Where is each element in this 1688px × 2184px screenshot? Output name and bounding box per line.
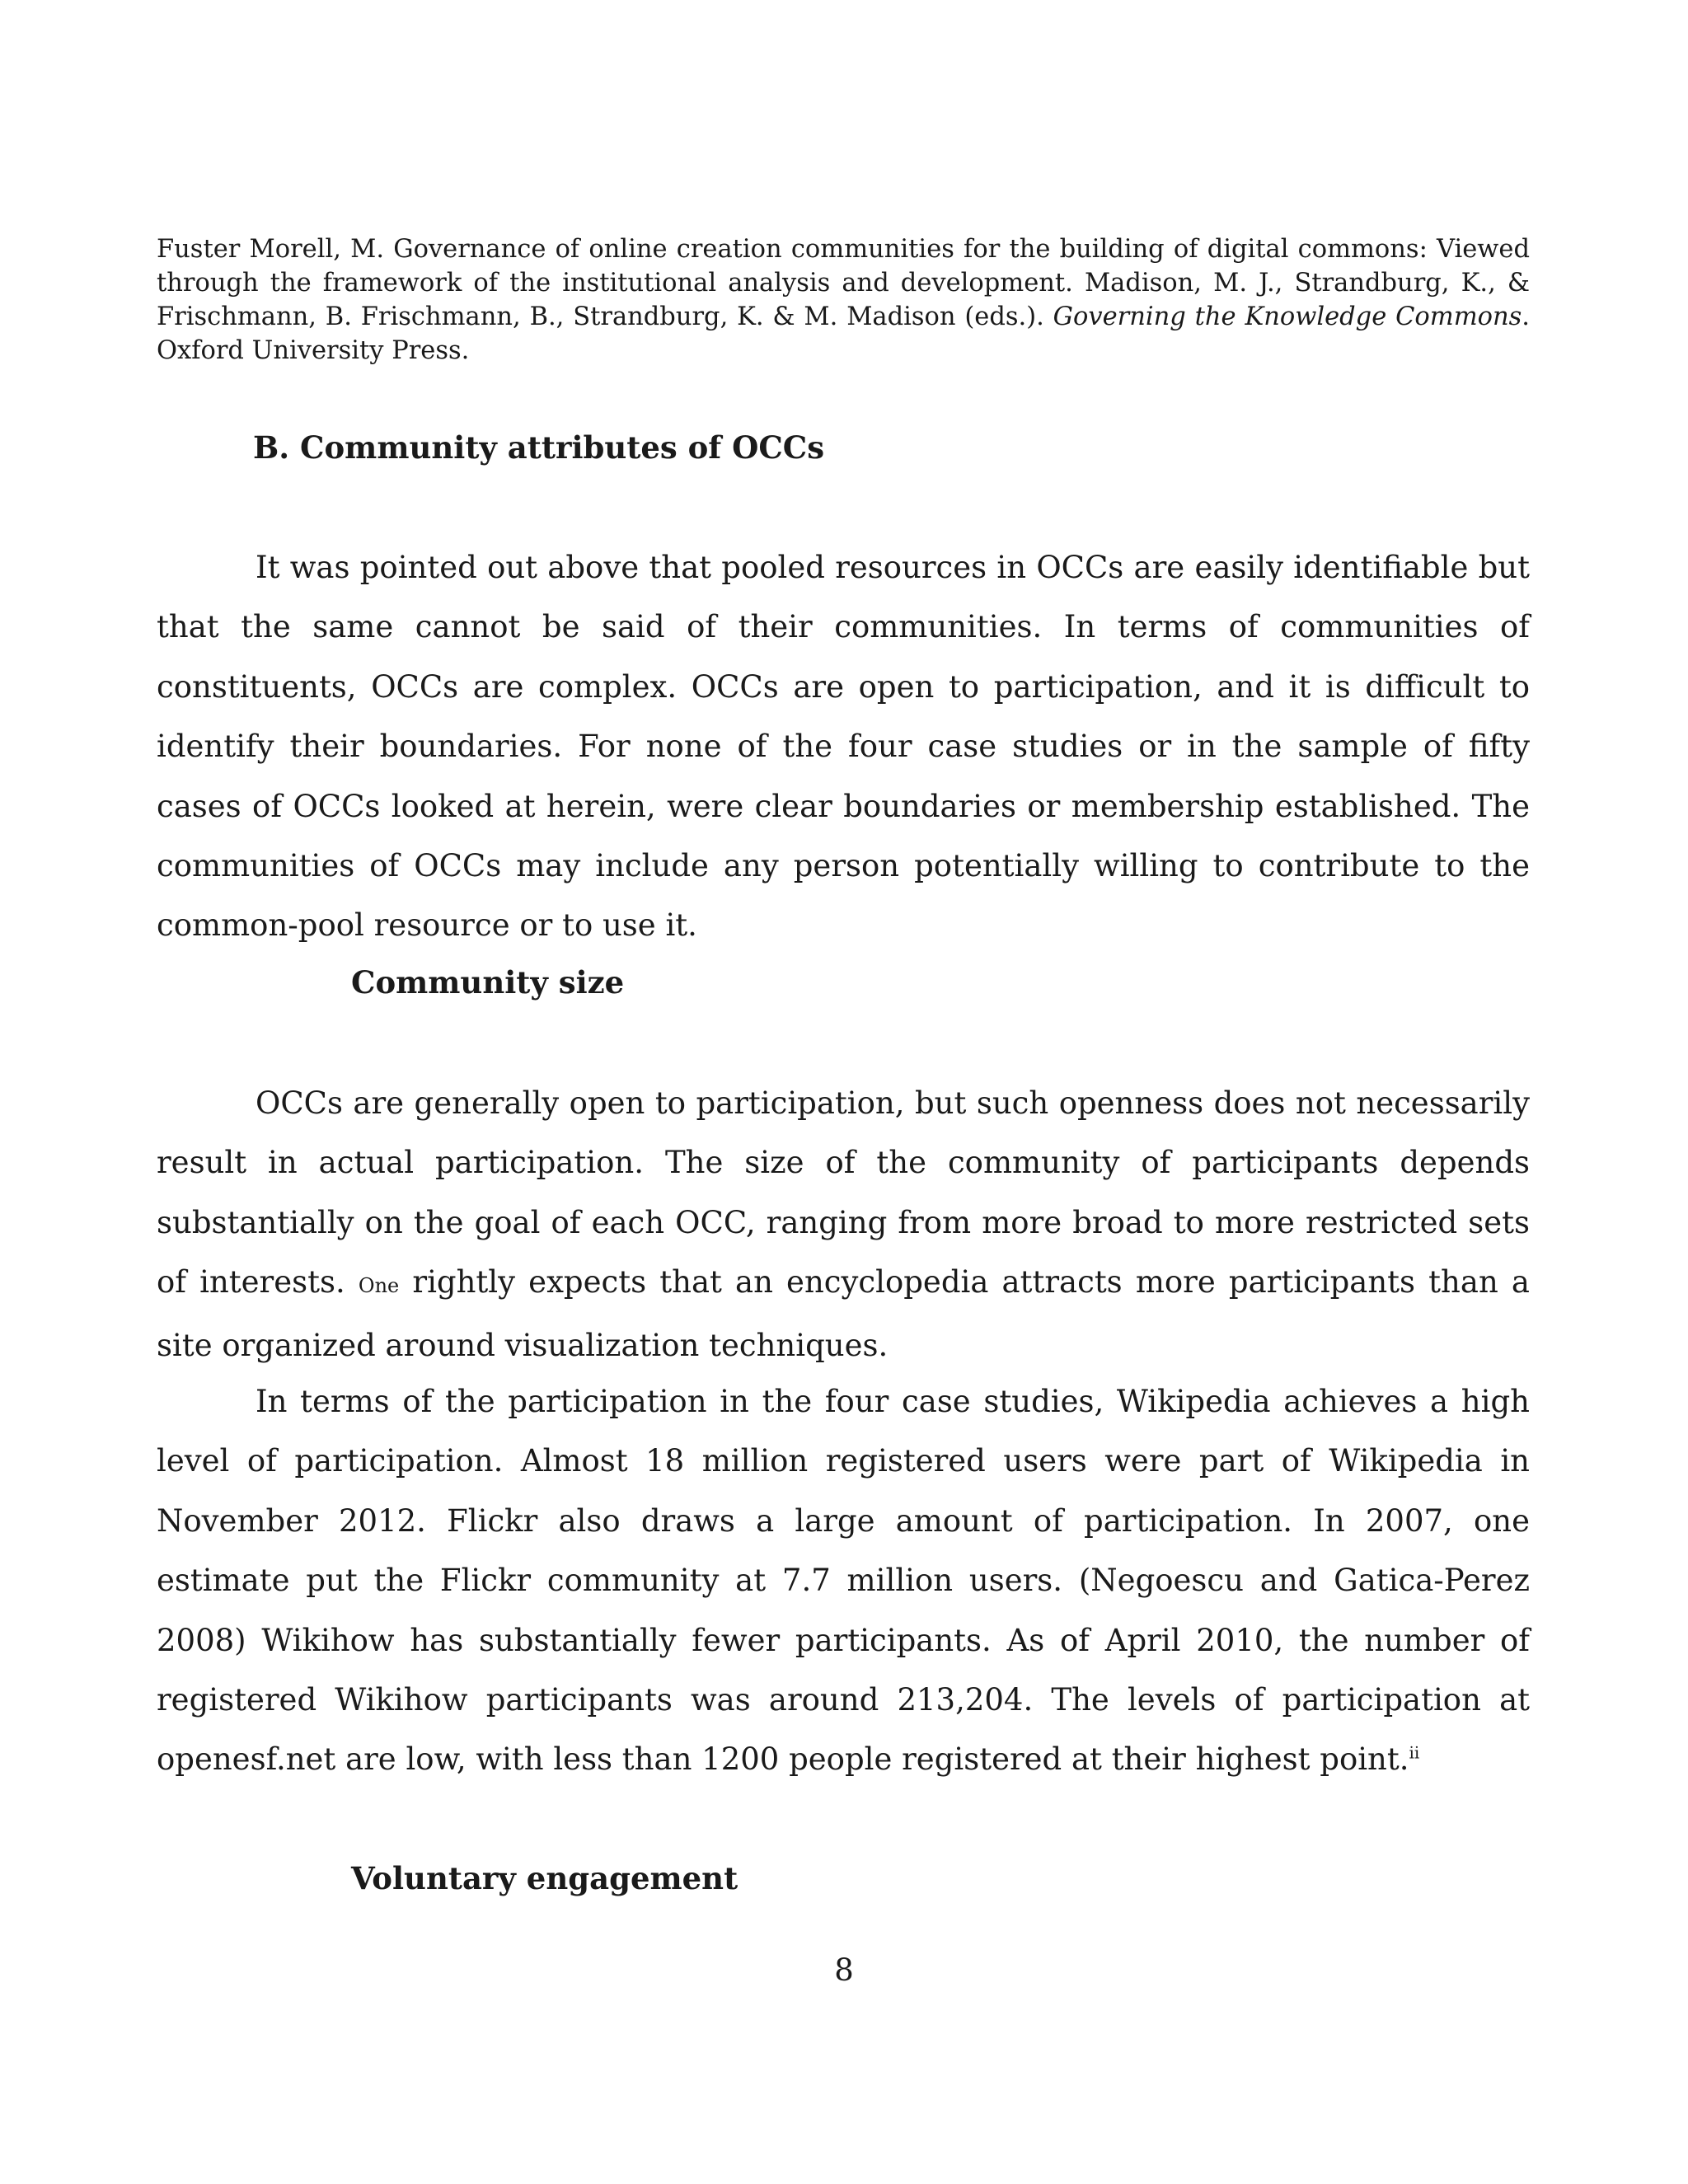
community-size-paragraph-1 — [157, 1074, 1530, 1376]
paragraph-text-end: rightly expects that an encyclopedia attracts more participants than a site organized around visualization techniques. — [157, 1264, 1530, 1363]
voluntary-engagement-heading: Voluntary engagement — [351, 1860, 738, 1896]
reference-book-title: Governing the Knowledge Commons — [1053, 302, 1522, 331]
small-word: One — [358, 1274, 400, 1298]
intro-paragraph: It was pointed out above that pooled resources in OCCs are easily identifiable but that the same cannot be said of their communities. In terms of communities of constituents, OCCs are complex. OCCs are open to participation, and it is difficult to identify their boundaries. For none of the four case studies or in the sample of fifty cases of OCCs looked at herein, were clear boundaries or membership established. The communities of OCCs may include any person potentially willing to contribute to the common-pool resource or to use it. — [157, 550, 1530, 944]
community-size-paragraph-2 — [157, 1372, 1530, 1790]
reference-entry — [157, 232, 1530, 368]
community-size-heading: Community size — [351, 964, 625, 1001]
reference-publisher-text: . Oxford University Press. — [157, 302, 1530, 365]
paragraph-text: In terms of the participation in the four case studies, Wikipedia achieves a high level of participation. Almost 18 million registered users were part of Wikipedia in November 2012. Flickr also draws a large amount of participation. In 2007, one estimate put the Flickr community at 7.7 million users. (Negoescu and Gatica-Perez 2008) Wikihow has substantially fewer participants. As of April 2010, the number of registered Wikihow participants was around 213,204. The levels of participation at openesf.net are low, with less than 1200 people registered at their highest point. — [157, 1384, 1530, 1778]
paragraph-text-start: OCCs are generally open to participation, but such openness does not necessarily result in actual participation. The size of the community of participants depends substantially on the goal of each OCC, ranging from more broad to more restricted sets of interests. — [157, 1085, 1530, 1301]
page-number: 8 — [834, 1952, 854, 1988]
section-heading: B. Community attributes of OCCs — [253, 429, 825, 466]
reference-authors-text: Fuster Morell, M. Governance of online creation communities for the building of digital commons: Viewed through the framework of the institutional analysis and development. Madison, M. J., Strandburg, K., & Frischmann, B. Frischmann, B., Strandburg, K. & M. Madison (eds.). — [157, 235, 1530, 331]
endnote-marker[interactable]: ii — [1409, 1743, 1420, 1764]
